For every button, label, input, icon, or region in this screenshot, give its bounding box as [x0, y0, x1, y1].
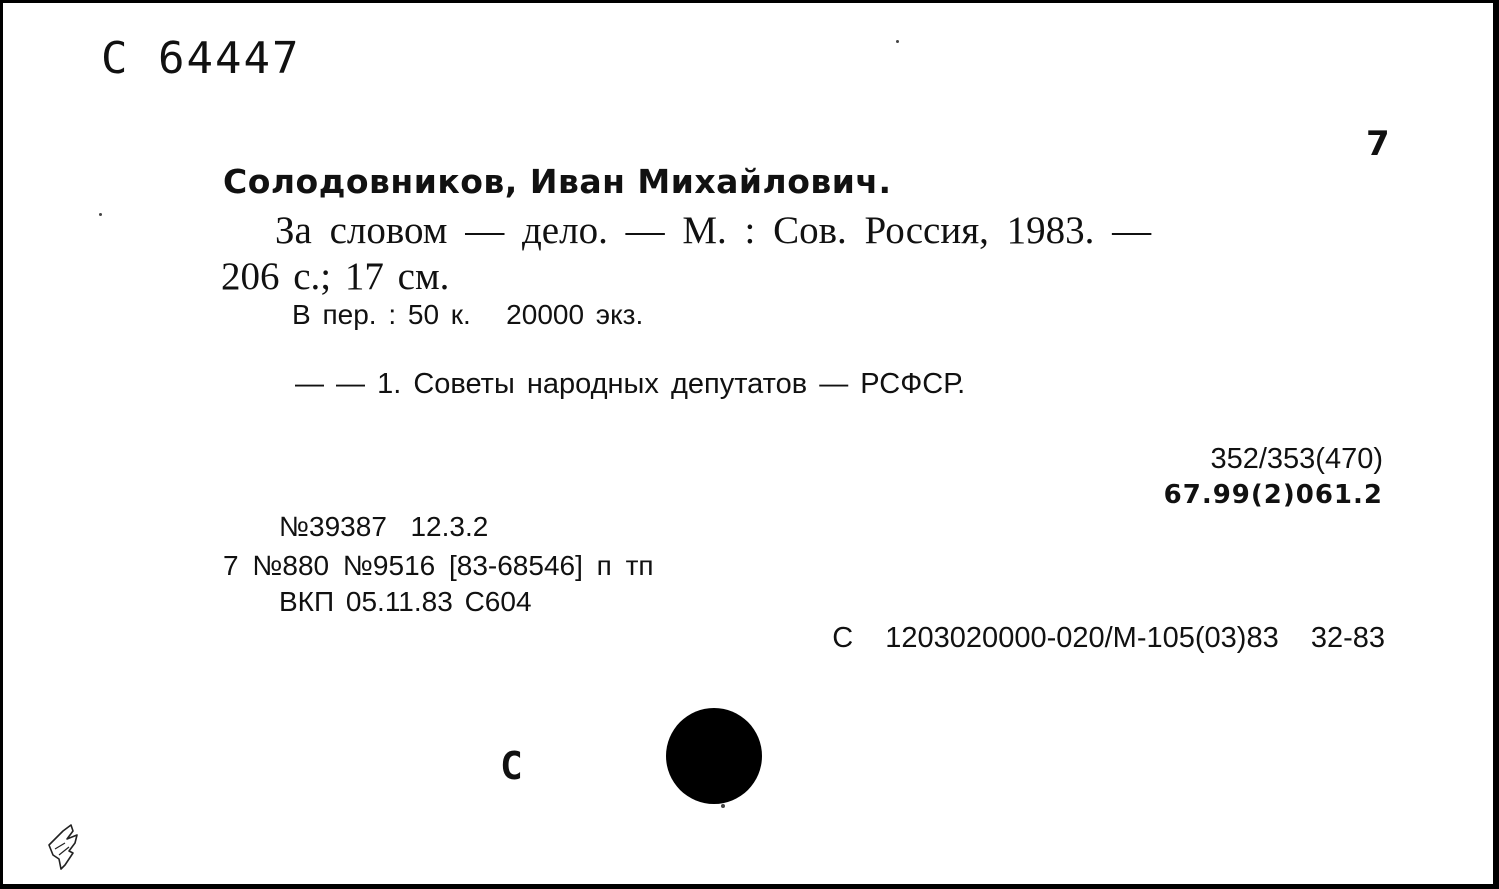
subject-line: — — 1. Советы народных депутатов — РСФСР.: [295, 368, 966, 400]
punch-hole: [666, 708, 762, 804]
handwritten-mark-icon: [43, 821, 85, 873]
dust-speck: [721, 804, 725, 808]
pages-line: 206 с.; 17 см.: [221, 255, 450, 298]
publication-code: С 1203020000-020/М-105(03)83 32-83: [832, 622, 1385, 654]
card-letter: С: [500, 744, 523, 788]
author-name: Солодовников, Иван Михайлович.: [223, 162, 892, 201]
registry-line-1: №39387 12.3.2: [279, 511, 489, 542]
title-line: За словом — дело. — М. : Сов. Россия, 1983. —: [275, 209, 1152, 252]
dust-speck: [99, 213, 102, 216]
card-id: С 64447: [101, 33, 301, 84]
classification-code: 352/353(470): [1210, 443, 1383, 475]
registry-line-3: ВКП 05.11.83 С604: [279, 586, 532, 617]
dust-speck: [896, 40, 899, 43]
price-line: В пер. : 50 к. 20000 экз.: [292, 299, 644, 330]
catalog-card: [3, 3, 1493, 884]
classification-code-bold: 67.99(2)061.2: [1163, 480, 1383, 510]
card-number: 7: [1366, 124, 1390, 164]
registry-line-2: 7 №880 №9516 [83-68546] п тп: [223, 550, 654, 581]
